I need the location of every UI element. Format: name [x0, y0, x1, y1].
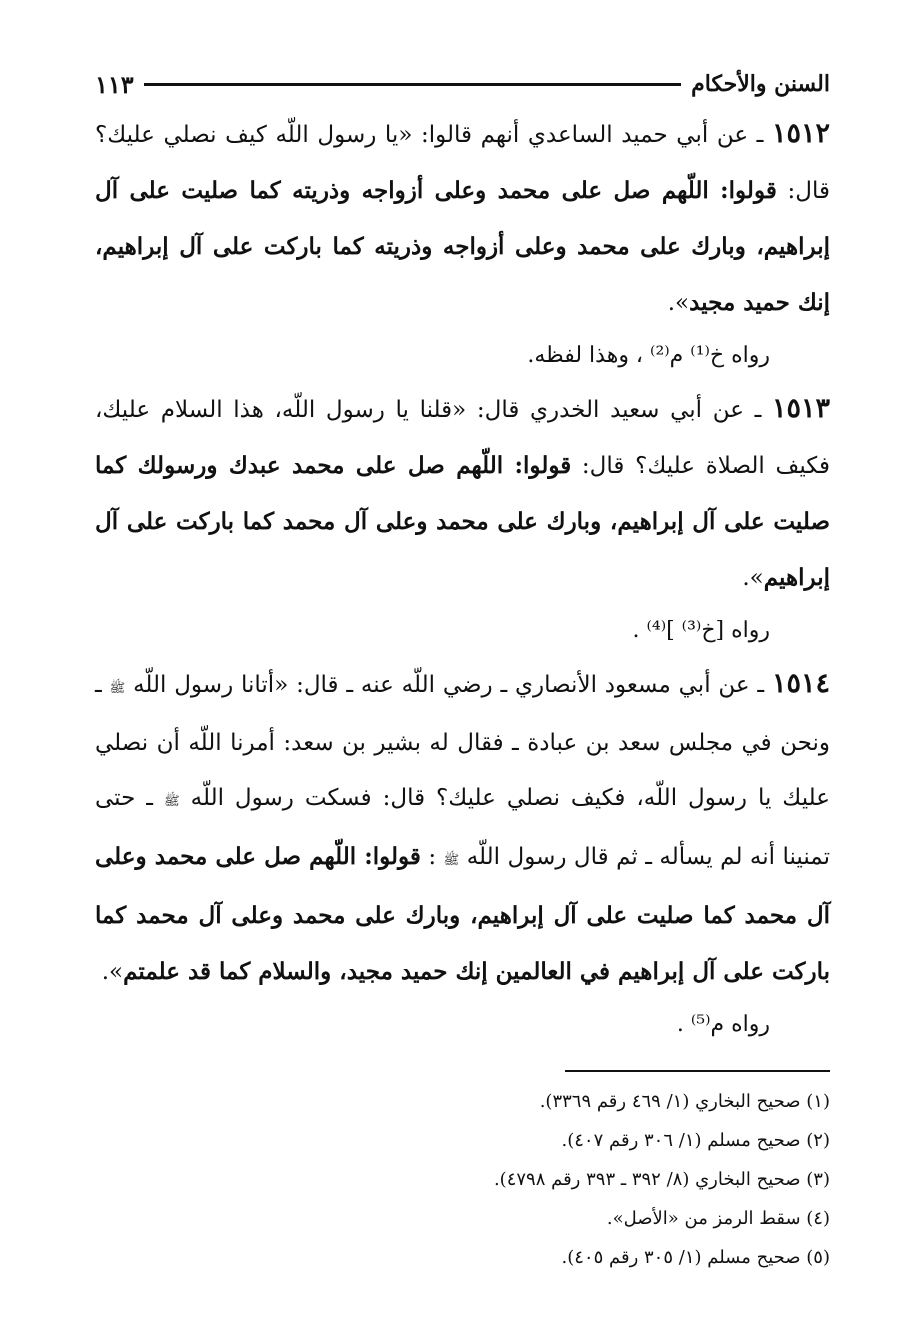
footnote-item: (٥) صحيح مسلم (١/ ٣٠٥ رقم ٤٠٥).: [561, 1247, 830, 1268]
footnote-item: (٤) سقط الرمز من «الأصل».: [606, 1208, 830, 1229]
hadith-text: ـ عن أبي مسعود الأنصاري ـ رضي اللّه عنه ـ قال: «أتانا رسول اللّه: [125, 672, 772, 698]
hadith-number: ١٥١٢: [771, 118, 830, 149]
hadith-text: :: [420, 844, 444, 870]
hadith-number: ١٥١٣: [771, 393, 830, 424]
salawat-glyph: ﷺ: [163, 794, 180, 809]
hadith-text: ».: [667, 290, 690, 316]
hadith-text: ـ حتى تمنينا أنه لم يسأله ـ ثم قال رسول اللّه: [95, 785, 830, 870]
hadith-text: ـ عن أبي سعيد الخدري قال: «قلنا يا رسول اللّه، هذا السلام عليك، فكيف الصلاة عليك؟ قال:: [95, 397, 830, 479]
hadith-1514: [95, 656, 830, 1000]
footnote-item: (١) صحيح البخاري (١/ ٤٦٩ رقم ٣٣٦٩).: [539, 1091, 830, 1112]
hadith-text: ـ ونحن في مجلس سعد بن عبادة ـ فقال له بشير بن سعد: أمرنا اللّه أن نصلي عليك يا رسول اللّه، فكيف نصلي عليك؟ قال: فسكت رسول اللّه: [95, 672, 830, 811]
prophetic-wording: قولوا: اللّهم صل على محمد عبدك ورسولك كما صليت على آل إبراهيم، وبارك على محمد وعلى آل محمد كما باركت على آل إبراهيم: [95, 452, 830, 591]
hadith-text: ».: [101, 959, 124, 985]
narration-attribution: رواه خ⁽¹⁾ م⁽²⁾ ، وهذا لفظه.: [527, 343, 770, 368]
hadith-1512: [95, 106, 830, 331]
prophetic-wording: قولوا: اللّهم صل على محمد وعلى آل محمد كما صليت على آل إبراهيم، وبارك على محمد وعلى آل محمد كما باركت على آل إبراهيم في العالمين إنك حميد مجيد، والسلام كما قد علمتم: [95, 843, 830, 985]
hadith-text: ـ عن أبي حميد الساعدي أنهم قالوا: «يا رسول اللّه كيف نصلي عليك؟ قال:: [95, 122, 830, 204]
salawat-glyph: ﷺ: [443, 853, 460, 868]
footnote-item: (٣) صحيح البخاري (٨/ ٣٩٢ ـ ٣٩٣ رقم ٤٧٩٨).: [493, 1169, 830, 1190]
page-number: ١١٣: [95, 69, 134, 99]
narration-attribution: رواه [خ⁽³⁾ ]⁽⁴⁾ .: [632, 618, 770, 643]
hadith-number: ١٥١٤: [771, 668, 830, 699]
hadith-1513: [95, 381, 830, 606]
footnote-item: (٢) صحيح مسلم (١/ ٣٠٦ رقم ٤٠٧).: [561, 1130, 830, 1151]
footnote-separator: [565, 1070, 830, 1072]
running-title: السنن والأحكام: [691, 71, 830, 97]
narration-attribution: رواه م⁽⁵⁾ .: [676, 1012, 770, 1037]
prophetic-wording: قولوا: اللّهم صل على محمد وعلى أزواجه وذريته كما صليت على آل إبراهيم، وبارك على محمد وعلى أزواجه وذريته كما باركت على آل إبراهيم، إنك حميد مجيد: [95, 177, 830, 316]
running-header: [95, 62, 830, 106]
header-rule: [144, 83, 681, 86]
footnotes: [95, 1082, 830, 1277]
document-page: [95, 62, 830, 1277]
salawat-glyph: ﷺ: [109, 681, 126, 696]
hadith-text: ».: [742, 565, 764, 591]
